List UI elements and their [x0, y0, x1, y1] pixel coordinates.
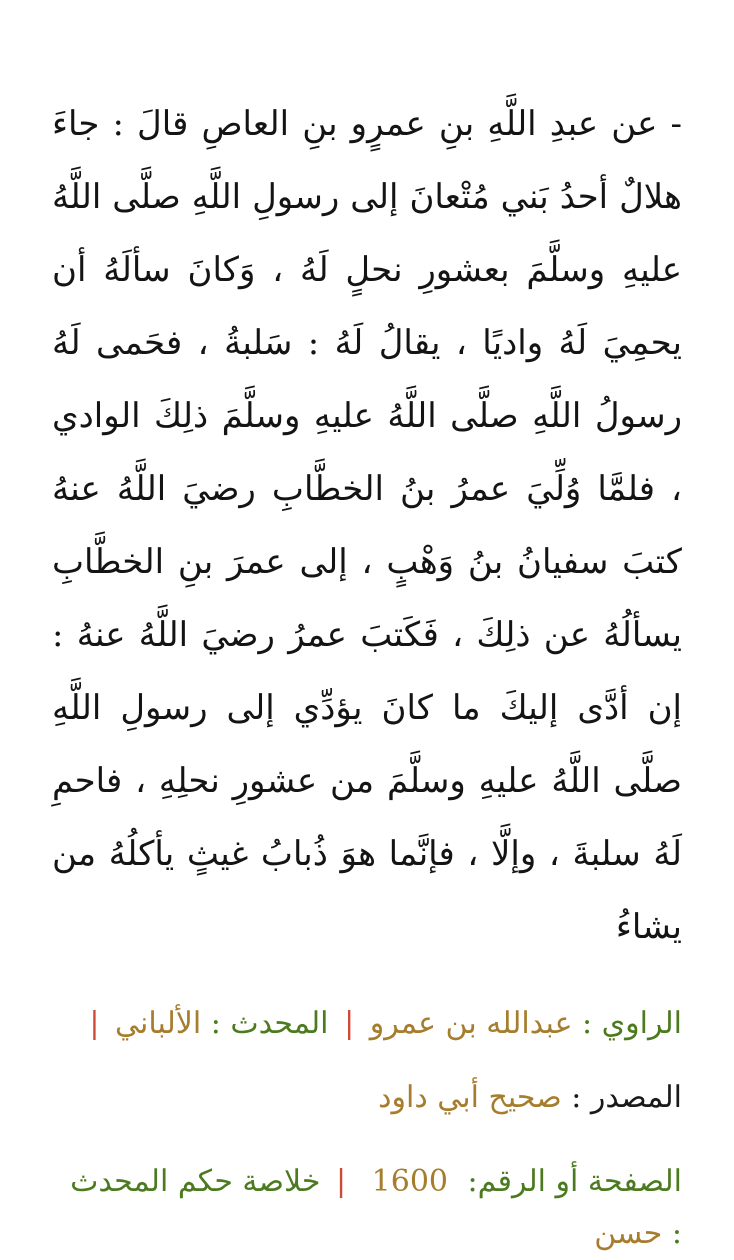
narrator-label: الراوي : — [582, 1006, 682, 1041]
page-number-value: 1600 — [371, 1164, 448, 1199]
verdict-label: خلاصة حكم المحدث : — [70, 1164, 682, 1251]
scholar-label: المحدث : — [210, 1006, 329, 1041]
source-line — [52, 1072, 682, 1124]
separator: | — [344, 1006, 355, 1041]
verdict-value: حسن — [594, 1216, 663, 1251]
narrator-value: عبدالله بن عمرو — [369, 1006, 573, 1041]
separator: | — [89, 1006, 100, 1041]
separator: | — [335, 1164, 347, 1199]
narrator-line — [52, 998, 682, 1050]
hadith-card — [52, 88, 682, 1260]
page-number-line — [52, 1156, 682, 1260]
page-number-label: الصفحة أو الرقم: — [467, 1164, 682, 1199]
source-value: صحيح أبي داود — [378, 1080, 562, 1115]
source-label: المصدر : — [571, 1080, 682, 1115]
scholar-value: الألباني — [115, 1006, 202, 1041]
hadith-text: - عن عبدِ اللَّهِ بنِ عمرٍو بنِ العاصِ قالَ : جاءَ هلالٌ أحدُ بَني مُتْعانَ إلى رسولِ اللَّهِ صلَّى اللَّهُ عليهِ وسلَّمَ بعشورِ نحلٍ لَهُ ، وَكانَ سألَهُ أن يحمِيَ لَهُ واديًا ، يقالُ لَهُ : سَلبةُ ، فحَمى لَهُ رسولُ اللَّهِ صلَّى اللَّهُ عليهِ وسلَّمَ ذلِكَ الوادي ، فلمَّا وُلِّيَ عمرُ بنُ الخطَّابِ رضيَ اللَّهُ عنهُ كتبَ سفيانُ بنُ وَهْبٍ ، إلى عمرَ بنِ الخطَّابِ يسألُهُ عن ذلِكَ ، فَكَتبَ عمرُ رضيَ اللَّهُ عنهُ : إن أدَّى إليكَ ما كانَ يؤدِّي إلى رسولِ اللَّهِ صلَّى اللَّهُ عليهِ وسلَّمَ من عشورِ نحلِهِ ، فاحمِ لَهُ سلبةَ ، وإلَّا ، فإنَّما هوَ ذُبابُ غيثٍ يأكلُهُ من يشاءُ — [52, 104, 682, 947]
